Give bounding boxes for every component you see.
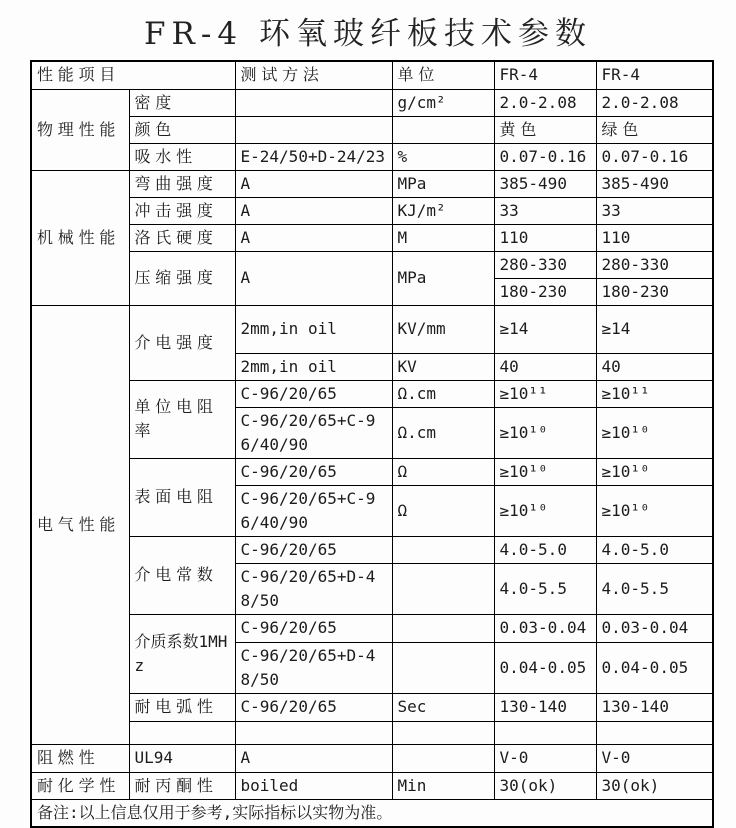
cell-r4-c1: 弯曲强度 (129, 170, 235, 197)
table-row (31, 380, 713, 407)
cell-r7-c4: 280-330 (596, 251, 713, 278)
cell-r20-c4 (596, 721, 713, 744)
table-row (31, 143, 713, 170)
cell-r16-c2: 4.0-5.5 (494, 563, 596, 614)
table-row (31, 614, 713, 642)
cell-r6-c4: 110 (596, 224, 713, 251)
cell-r21-c4: V-0 (494, 744, 596, 772)
cell-r19-c3: 130-140 (494, 693, 596, 721)
cell-r19-c4: 130-140 (596, 693, 713, 721)
cell-r10-c0: 2mm,in oil (235, 353, 392, 380)
cell-r10-c3: 40 (596, 353, 713, 380)
cell-r9-c2: 2mm,in oil (235, 305, 392, 353)
cell-r7-c1: A (235, 251, 392, 305)
cell-r9-c4: ≥14 (494, 305, 596, 353)
cell-r1-c2 (235, 89, 392, 116)
cell-r11-c1: C-96/20/65 (235, 380, 392, 407)
cell-r20-c2 (392, 721, 494, 744)
cell-r15-c0: 介电常数 (129, 536, 235, 614)
cell-r9-c1: 介电强度 (129, 305, 235, 380)
cell-r16-c3: 4.0-5.5 (596, 563, 713, 614)
cell-r5-c0: 冲击强度 (129, 197, 235, 224)
cell-r4-c2: A (235, 170, 392, 197)
cell-r18-c1 (392, 642, 494, 693)
cell-r6-c2: M (392, 224, 494, 251)
cell-r22-c1: 耐丙酮性 (129, 772, 235, 799)
cell-r9-c3: KV/mm (392, 305, 494, 353)
spec-table-body (31, 61, 713, 827)
cell-r20-c0 (129, 721, 235, 744)
cell-r1-c5: 2.0-2.08 (596, 89, 713, 116)
cell-r5-c2: KJ/m² (392, 197, 494, 224)
cell-r0-c4: FR-4 (596, 61, 713, 89)
cell-r8-c1: 180-230 (596, 278, 713, 305)
cell-r11-c4: ≥10¹¹ (596, 380, 713, 407)
cell-r6-c1: A (235, 224, 392, 251)
cell-r12-c1: Ω.cm (392, 407, 494, 458)
cell-r19-c2: Sec (392, 693, 494, 721)
cell-r16-c0: C-96/20/65+D-48/50 (235, 563, 392, 614)
table-row (31, 305, 713, 353)
cell-r12-c2: ≥10¹⁰ (494, 407, 596, 458)
table-row (31, 744, 713, 772)
cell-r12-c3: ≥10¹⁰ (596, 407, 713, 458)
cell-r4-c4: 385-490 (494, 170, 596, 197)
cell-r8-c0: 180-230 (494, 278, 596, 305)
table-row (31, 170, 713, 197)
table-row (31, 224, 713, 251)
cell-r0-c3: FR-4 (494, 61, 596, 89)
cell-r5-c3: 33 (494, 197, 596, 224)
cell-r0-c0: 性能项目 (31, 61, 235, 89)
cell-r20-c1 (235, 721, 392, 744)
cell-r3-c2: % (392, 143, 494, 170)
cell-r16-c1 (392, 563, 494, 614)
cell-r21-c5: V-0 (596, 744, 713, 772)
cell-r7-c2: MPa (392, 251, 494, 305)
cell-r21-c3 (392, 744, 494, 772)
cell-r10-c2: 40 (494, 353, 596, 380)
table-row (31, 721, 713, 744)
cell-r23-c0: 备注:以上信息仅用于参考,实际指标以实物为准。 (31, 799, 713, 827)
cell-r2-c2 (392, 116, 494, 143)
cell-r10-c1: KV (392, 353, 494, 380)
cell-r7-c3: 280-330 (494, 251, 596, 278)
cell-r3-c1: E-24/50+D-24/23 (235, 143, 392, 170)
cell-r22-c2: boiled (235, 772, 392, 799)
table-row (31, 536, 713, 563)
cell-r14-c1: Ω (392, 485, 494, 536)
cell-r13-c1: C-96/20/65 (235, 458, 392, 485)
cell-r3-c4: 0.07-0.16 (596, 143, 713, 170)
cell-r18-c3: 0.04-0.05 (596, 642, 713, 693)
cell-r13-c2: Ω (392, 458, 494, 485)
cell-r13-c3: ≥10¹⁰ (494, 458, 596, 485)
cell-r21-c1: UL94 (129, 744, 235, 772)
cell-r22-c5: 30(ok) (596, 772, 713, 799)
cell-r1-c3: g/cm² (392, 89, 494, 116)
cell-r17-c3: 0.03-0.04 (494, 614, 596, 642)
cell-r22-c0: 耐化学性 (31, 772, 129, 799)
cell-r14-c2: ≥10¹⁰ (494, 485, 596, 536)
cell-r0-c1: 测试方法 (235, 61, 392, 89)
table-row (31, 693, 713, 721)
cell-r2-c0: 颜色 (129, 116, 235, 143)
cell-r0-c2: 单位 (392, 61, 494, 89)
cell-r5-c1: A (235, 197, 392, 224)
cell-r11-c3: ≥10¹¹ (494, 380, 596, 407)
cell-r14-c3: ≥10¹⁰ (596, 485, 713, 536)
cell-r13-c4: ≥10¹⁰ (596, 458, 713, 485)
cell-r4-c5: 385-490 (596, 170, 713, 197)
table-row (31, 89, 713, 116)
cell-r5-c4: 33 (596, 197, 713, 224)
cell-r4-c3: MPa (392, 170, 494, 197)
table-row (31, 197, 713, 224)
cell-r21-c0: 阻燃性 (31, 744, 129, 772)
cell-r11-c0: 单位电阻率 (129, 380, 235, 458)
cell-r15-c3: 4.0-5.0 (494, 536, 596, 563)
cell-r9-c5: ≥14 (596, 305, 713, 353)
cell-r1-c1: 密度 (129, 89, 235, 116)
cell-r1-c4: 2.0-2.08 (494, 89, 596, 116)
cell-r2-c1 (235, 116, 392, 143)
cell-r2-c3: 黄色 (494, 116, 596, 143)
cell-r18-c0: C-96/20/65+D-48/50 (235, 642, 392, 693)
cell-r19-c0: 耐电弧性 (129, 693, 235, 721)
cell-r6-c0: 洛氏硬度 (129, 224, 235, 251)
cell-r3-c0: 吸水性 (129, 143, 235, 170)
cell-r20-c3 (494, 721, 596, 744)
table-row (31, 458, 713, 485)
cell-r22-c4: 30(ok) (494, 772, 596, 799)
cell-r15-c1: C-96/20/65 (235, 536, 392, 563)
cell-r13-c0: 表面电阻 (129, 458, 235, 536)
cell-r1-c0: 物理性能 (31, 89, 129, 170)
cell-r3-c3: 0.07-0.16 (494, 143, 596, 170)
cell-r18-c2: 0.04-0.05 (494, 642, 596, 693)
table-row (31, 799, 713, 827)
table-row (31, 772, 713, 799)
cell-r17-c1: C-96/20/65 (235, 614, 392, 642)
table-row (31, 251, 713, 278)
cell-r2-c4: 绿色 (596, 116, 713, 143)
cell-r22-c3: Min (392, 772, 494, 799)
cell-r4-c0: 机械性能 (31, 170, 129, 305)
cell-r19-c1: C-96/20/65 (235, 693, 392, 721)
table-row (31, 61, 713, 89)
spec-table (30, 60, 714, 828)
cell-r17-c4: 0.03-0.04 (596, 614, 713, 642)
cell-r17-c0: 介质系数1MHz (129, 614, 235, 693)
cell-r6-c3: 110 (494, 224, 596, 251)
table-row (31, 116, 713, 143)
cell-r15-c4: 4.0-5.0 (596, 536, 713, 563)
cell-r11-c2: Ω.cm (392, 380, 494, 407)
cell-r12-c0: C-96/20/65+C-96/40/90 (235, 407, 392, 458)
cell-r21-c2: A (235, 744, 392, 772)
cell-r15-c2 (392, 536, 494, 563)
page-title: FR-4 环氧玻纤板技术参数 (144, 16, 592, 52)
cell-r7-c0: 压缩强度 (129, 251, 235, 305)
cell-r9-c0: 电气性能 (31, 305, 129, 744)
cell-r14-c0: C-96/20/65+C-96/40/90 (235, 485, 392, 536)
cell-r17-c2 (392, 614, 494, 642)
